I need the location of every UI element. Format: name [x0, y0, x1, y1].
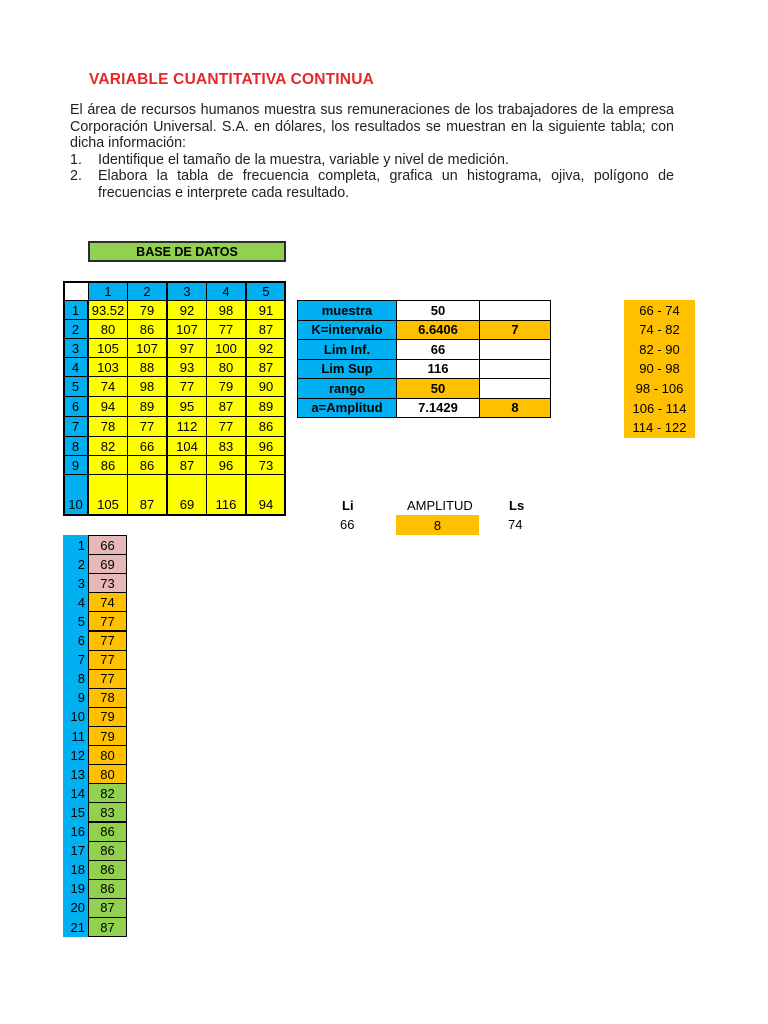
- ls-label: Ls: [509, 498, 525, 513]
- stat-value: 50: [396, 378, 480, 399]
- row-header: 9: [63, 455, 88, 475]
- row-header: 7: [63, 416, 88, 437]
- column-header: 4: [206, 281, 246, 301]
- row-header: 2: [63, 319, 88, 339]
- stat-label: rango: [297, 378, 397, 399]
- stat-label: a=Amplitud: [297, 398, 397, 419]
- data-cell: 93: [167, 357, 207, 377]
- list-value: 77: [88, 631, 127, 651]
- data-cell: 77: [206, 319, 246, 339]
- row-header: 10: [63, 474, 88, 516]
- list-index: 5: [63, 611, 88, 631]
- stat-label: muestra: [297, 300, 397, 321]
- list-index: 14: [63, 783, 88, 803]
- list-index: 16: [63, 822, 88, 842]
- list-value: 83: [88, 802, 127, 822]
- interval-item: 98 - 106: [624, 378, 695, 398]
- list-value: 87: [88, 917, 127, 937]
- stat-extra-empty: [479, 300, 551, 321]
- column-header: 2: [127, 281, 167, 301]
- list-index: 13: [63, 764, 88, 784]
- stat-value: 50: [396, 300, 480, 321]
- li-label: Li: [342, 498, 354, 513]
- list-index: 10: [63, 707, 88, 727]
- interval-item: 90 - 98: [624, 359, 695, 379]
- instruction-text: Identifique el tamaño de la muestra, variable y nivel de medición.: [98, 151, 509, 168]
- list-value: 69: [88, 554, 127, 574]
- data-cell: 116: [206, 474, 246, 516]
- data-cell: 94: [88, 396, 128, 417]
- data-cell: 89: [127, 396, 167, 417]
- data-cell: 90: [246, 376, 286, 397]
- stat-extra-empty: [479, 359, 551, 380]
- list-value: 78: [88, 688, 127, 708]
- list-index: 6: [63, 631, 88, 651]
- data-cell: 86: [88, 455, 128, 475]
- data-cell: 98: [206, 300, 246, 320]
- list-index: 18: [63, 860, 88, 880]
- data-cell: 69: [167, 474, 207, 516]
- list-value: 77: [88, 669, 127, 689]
- stat-value: 6.6406: [396, 320, 480, 341]
- list-value: 82: [88, 783, 127, 803]
- base-datos-title: BASE DE DATOS: [88, 241, 286, 262]
- data-cell: 73: [246, 455, 286, 475]
- data-cell: 105: [88, 474, 128, 516]
- data-cell: 88: [127, 357, 167, 377]
- list-index: 9: [63, 688, 88, 708]
- list-value: 87: [88, 898, 127, 918]
- data-cell: 103: [88, 357, 128, 377]
- list-index: 4: [63, 592, 88, 612]
- list-value: 86: [88, 841, 127, 861]
- stat-extra-empty: [479, 378, 551, 399]
- stat-value: 7.1429: [396, 398, 480, 419]
- list-value: 77: [88, 650, 127, 670]
- instructions-list: [70, 152, 674, 202]
- instruction-number: 2.: [70, 168, 82, 185]
- data-cell: 79: [127, 300, 167, 320]
- data-cell: 94: [246, 474, 286, 516]
- list-value: 80: [88, 764, 127, 784]
- stat-extra-empty: [479, 339, 551, 360]
- page-title: VARIABLE CUANTITATIVA CONTINUA: [89, 71, 374, 88]
- instruction-text: Elabora la tabla de frecuencia completa, grafica un histograma, ojiva, polígono de frecuencias e interprete cada resultado.: [98, 168, 674, 201]
- data-cell: 100: [206, 338, 246, 358]
- row-header: 5: [63, 376, 88, 397]
- data-cell: 86: [127, 319, 167, 339]
- column-header: 3: [167, 281, 207, 301]
- list-index: 17: [63, 841, 88, 861]
- row-header: 1: [63, 300, 88, 320]
- amplitud-label: AMPLITUD: [407, 498, 473, 513]
- list-index: 8: [63, 669, 88, 689]
- data-cell: 77: [206, 416, 246, 437]
- data-cell: 87: [127, 474, 167, 516]
- data-cell: 83: [206, 436, 246, 456]
- list-value: 86: [88, 879, 127, 899]
- data-cell: 107: [127, 338, 167, 358]
- data-cell: 87: [206, 396, 246, 417]
- instruction-item: [70, 168, 674, 201]
- list-index: 12: [63, 745, 88, 765]
- data-cell: 96: [206, 455, 246, 475]
- data-cell: 95: [167, 396, 207, 417]
- list-index: 11: [63, 726, 88, 746]
- problem-statement: [70, 102, 674, 202]
- data-cell: 98: [127, 376, 167, 397]
- list-index: 3: [63, 573, 88, 593]
- interval-item: 74 - 82: [624, 320, 695, 340]
- stat-label: Lim Sup: [297, 359, 397, 380]
- data-cell: 87: [167, 455, 207, 475]
- list-index: 21: [63, 917, 88, 937]
- data-cell: 93.52: [88, 300, 128, 320]
- row-header: 4: [63, 357, 88, 377]
- data-cell: 74: [88, 376, 128, 397]
- list-value: 79: [88, 726, 127, 746]
- list-value: 66: [88, 535, 127, 555]
- data-cell: 97: [167, 338, 207, 358]
- row-header: 8: [63, 436, 88, 456]
- intro-paragraph: El área de recursos humanos muestra sus remuneraciones de los trabajadores de la empresa Corporación Universal. S.A. en dólares, los resultados se muestran en la siguiente tabla; con dicha información:: [70, 102, 674, 152]
- data-cell: 96: [246, 436, 286, 456]
- list-value: 73: [88, 573, 127, 593]
- stat-value: 66: [396, 339, 480, 360]
- list-value: 74: [88, 592, 127, 612]
- list-index: 7: [63, 650, 88, 670]
- column-header: 1: [88, 281, 128, 301]
- data-cell: 87: [246, 319, 286, 339]
- data-cell: 107: [167, 319, 207, 339]
- data-cell: 91: [246, 300, 286, 320]
- list-value: 77: [88, 611, 127, 631]
- data-cell: 80: [88, 319, 128, 339]
- instruction-number: 1.: [70, 151, 82, 168]
- data-cell: 92: [246, 338, 286, 358]
- data-cell: 112: [167, 416, 207, 437]
- data-cell: 86: [127, 455, 167, 475]
- list-index: 15: [63, 802, 88, 822]
- data-cell: 80: [206, 357, 246, 377]
- data-cell: 105: [88, 338, 128, 358]
- list-value: 86: [88, 860, 127, 880]
- li-value: 66: [340, 517, 355, 532]
- interval-item: 114 - 122: [624, 418, 695, 438]
- stat-label: Lim Inf.: [297, 339, 397, 360]
- data-cell: 78: [88, 416, 128, 437]
- data-cell: 66: [127, 436, 167, 456]
- ls-value: 74: [508, 517, 523, 532]
- list-index: 20: [63, 898, 88, 918]
- column-header: 5: [246, 281, 286, 301]
- list-value: 86: [88, 822, 127, 842]
- interval-item: 66 - 74: [624, 300, 695, 320]
- stat-extra: 7: [479, 320, 551, 341]
- interval-item: 82 - 90: [624, 339, 695, 359]
- stat-value: 116: [396, 359, 480, 380]
- interval-item: 106 - 114: [624, 398, 695, 418]
- data-cell: 77: [167, 376, 207, 397]
- data-cell: 86: [246, 416, 286, 437]
- stat-label: K=intervalo: [297, 320, 397, 341]
- list-value: 80: [88, 745, 127, 765]
- stat-extra: 8: [479, 398, 551, 419]
- data-cell: 77: [127, 416, 167, 437]
- data-cell: 79: [206, 376, 246, 397]
- data-cell: 104: [167, 436, 207, 456]
- row-header: 3: [63, 338, 88, 358]
- data-cell: 87: [246, 357, 286, 377]
- data-cell: 89: [246, 396, 286, 417]
- instruction-item: [70, 152, 674, 169]
- amplitud-value: 8: [396, 515, 479, 535]
- list-index: 2: [63, 554, 88, 574]
- data-cell: 92: [167, 300, 207, 320]
- data-cell: 82: [88, 436, 128, 456]
- list-index: 19: [63, 879, 88, 899]
- list-index: 1: [63, 535, 88, 555]
- list-value: 79: [88, 707, 127, 727]
- row-header: 6: [63, 396, 88, 417]
